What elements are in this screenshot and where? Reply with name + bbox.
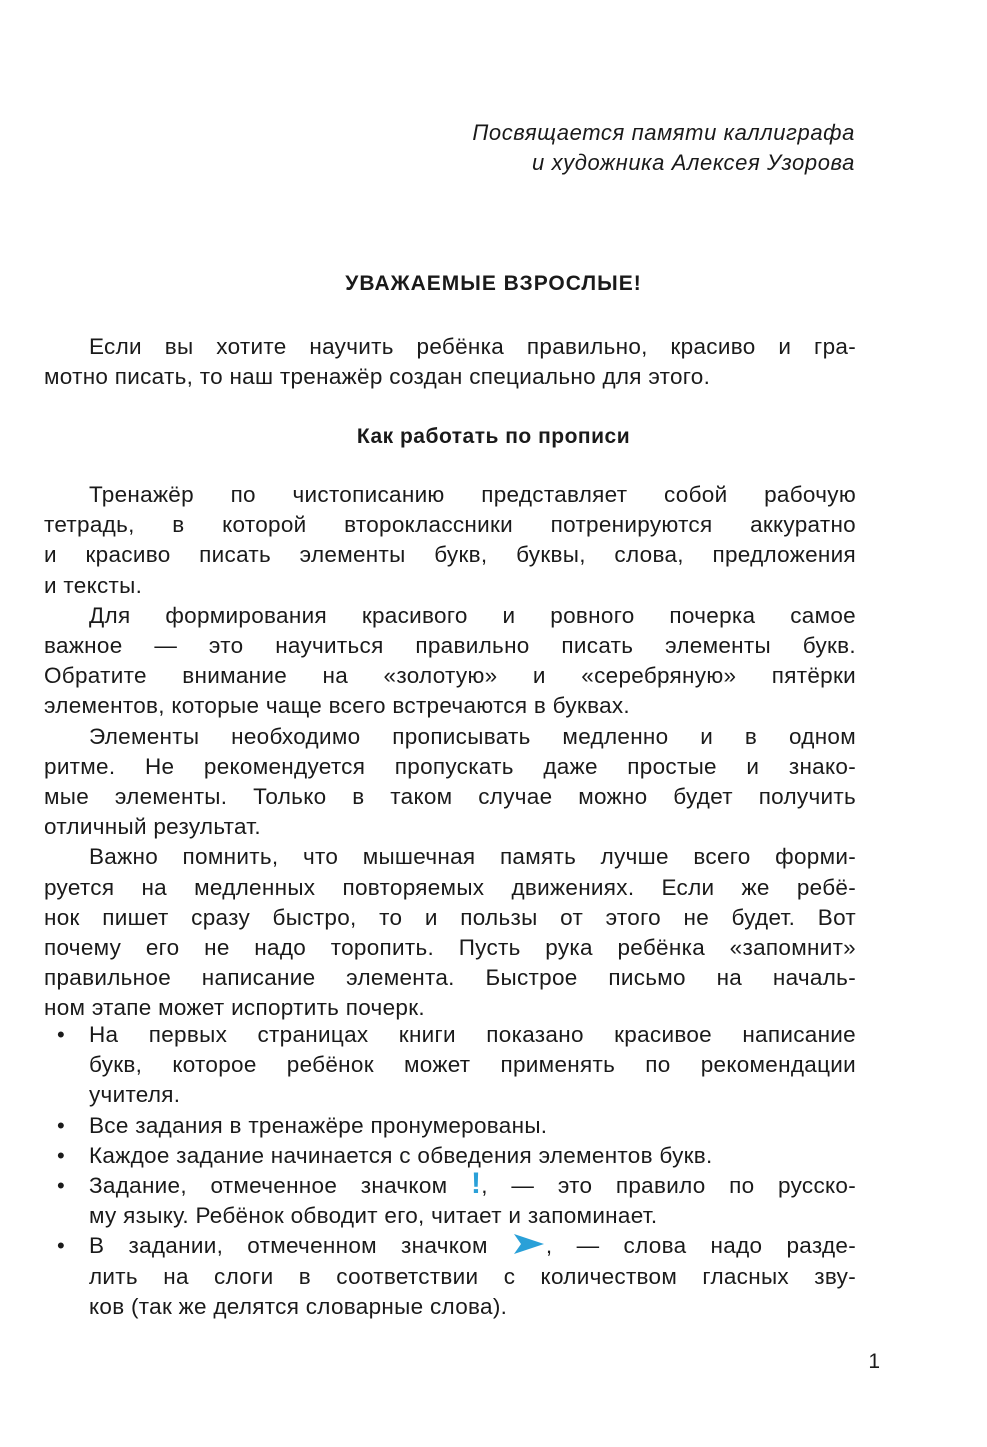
- p3-line-4: отличный результат.: [44, 814, 261, 840]
- b2-line-1: Все задания в тренажёре пронумерованы.: [89, 1112, 548, 1138]
- b5-line-3: ков (так же делятся словарные слова).: [89, 1293, 508, 1319]
- p1-line-2: тетрадь, в которой второклассники потренируются аккуратно: [44, 512, 856, 538]
- p1-line-3: и красиво писать элементы букв, буквы, слова, предложения: [44, 542, 856, 568]
- bullet-dot-icon: •: [57, 1142, 66, 1168]
- list-item: [57, 1020, 856, 1111]
- dedication-line-2: и художника Алексея Узорова: [532, 150, 855, 175]
- sub-heading: Как работать по прописи: [356, 425, 631, 448]
- p4-line-5: правильное написание элемента. Быстрое письмо на началь-: [44, 965, 856, 991]
- bullet-dot-icon: •: [57, 1233, 66, 1259]
- bullet-list: [57, 1020, 856, 1322]
- p1-line-1: Тренажёр по чистописанию представляет собой рабочую: [89, 482, 856, 507]
- b4-line-2: му языку. Ребёнок обводит его, читает и запоминает.: [89, 1203, 658, 1229]
- p2-line-2: важное — это научиться правильно писать элементы букв.: [44, 633, 856, 659]
- p2-line-1: Для формирования красивого и ровного почерка самое: [89, 602, 856, 628]
- dedication-line-1: Посвящается памяти каллиграфа: [472, 120, 855, 145]
- b1-line-1: На первых страницах книги показано красивое написание: [89, 1022, 856, 1047]
- p2-line-3: Обратите внимание на «золотую» и «серебряную» пятёрки: [44, 663, 856, 689]
- list-item: [57, 1111, 856, 1141]
- p4-line-4: почему его не надо торопить. Пусть рука ребёнка «запомнит»: [44, 935, 856, 961]
- b4-line-1: [89, 1167, 856, 1201]
- p3-line-3: мые элементы. Только в таком случае можно будет получить: [44, 784, 856, 810]
- p2-line-4: элементов, которые чаще всего встречаются в буквах.: [44, 693, 630, 719]
- b4-text-before: Задание, отмеченное значком: [89, 1173, 448, 1199]
- p4-line-1: Важно помнить, что мышечная память лучше всего форми-: [89, 844, 856, 870]
- p4-line-6: ном этапе может испортить почерк.: [44, 995, 425, 1021]
- arrow-right-icon: [512, 1232, 546, 1256]
- intro-line-2: мотно писать, то наш тренажёр создан специально для этого.: [44, 364, 711, 390]
- b5-text-after: , — слова надо разде-: [545, 1233, 856, 1259]
- bullet-dot-icon: •: [57, 1022, 66, 1047]
- exclamation-icon: !: [471, 1167, 482, 1201]
- b5-line-1: [89, 1231, 856, 1261]
- b5-line-2: лить на слоги в соответствии с количеством гласных зву-: [89, 1263, 856, 1289]
- intro-text: [44, 332, 856, 392]
- b3-line-1: Каждое задание начинается с обведения элементов букв.: [89, 1142, 713, 1168]
- b1-line-2: букв, которое ребёнок может применять по рекомендации: [89, 1052, 856, 1078]
- list-item: [57, 1167, 856, 1231]
- page-number: 1: [868, 1350, 880, 1373]
- b4-text-after: , — это правило по русско-: [481, 1173, 856, 1199]
- b5-text-before: В задании, отмеченном значком: [89, 1233, 488, 1259]
- main-heading: УВАЖАЕМЫЕ ВЗРОСЛЫЕ!: [345, 272, 642, 295]
- b1-line-3: учителя.: [89, 1082, 181, 1108]
- p1-line-4: и тексты.: [44, 572, 143, 598]
- bullet-dot-icon: •: [57, 1173, 66, 1199]
- list-item: [57, 1231, 856, 1322]
- body-text: [44, 480, 856, 1024]
- dedication: [472, 118, 855, 178]
- p3-line-2: ритме. Не рекомендуется пропускать даже простые и знако-: [44, 753, 856, 779]
- p4-line-3: нок пишет сразу быстро, то и пользы от этого не будет. Вот: [44, 904, 856, 930]
- bullet-dot-icon: •: [57, 1112, 66, 1138]
- p3-line-1: Элементы необходимо прописывать медленно и в одном: [89, 723, 856, 749]
- p4-line-2: руется на медленных повторяемых движениях. Если же ребё-: [44, 874, 856, 900]
- intro-line-1: Если вы хотите научить ребёнка правильно, красиво и гра-: [89, 334, 856, 359]
